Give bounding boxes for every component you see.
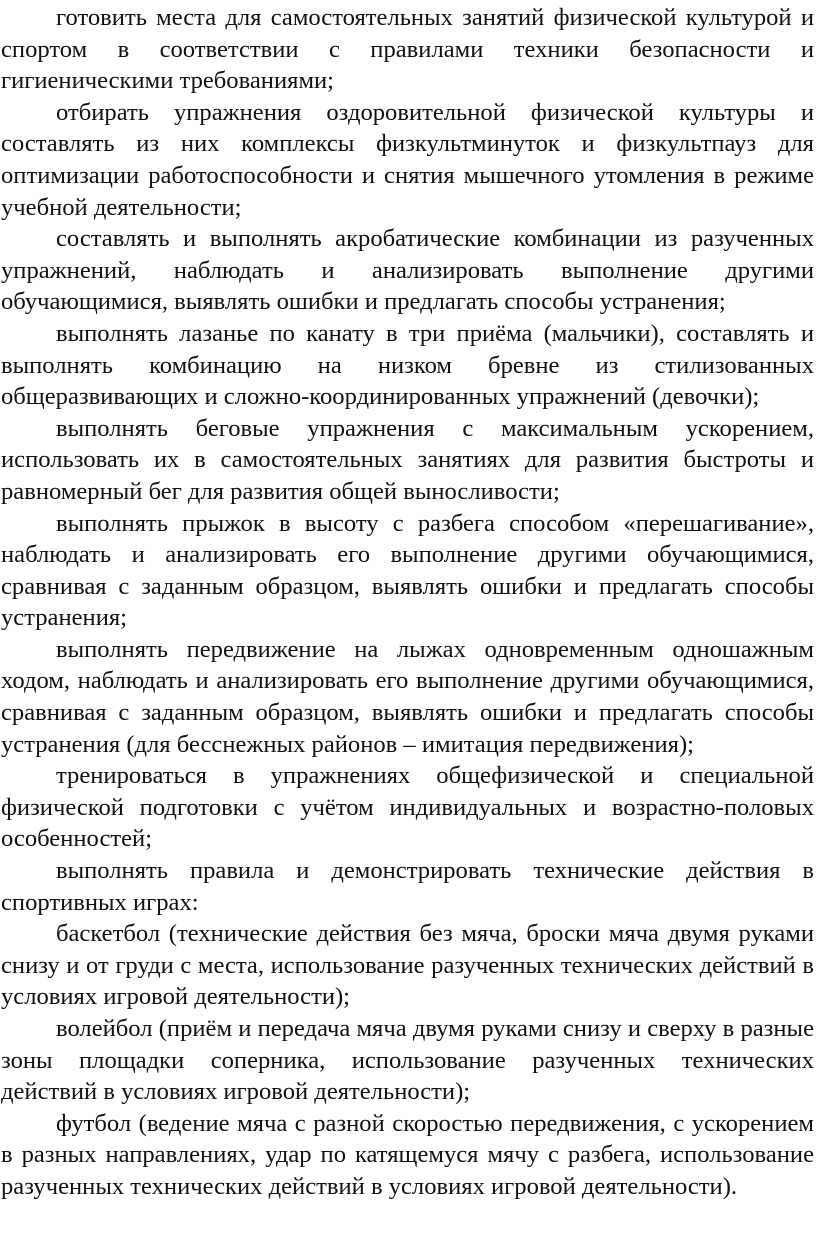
paragraph-10: баскетбол (технические действия без мяча, броски мяча двумя руками снизу и от груди с места, использование разученных технических действий в условиях игровой деятельности); bbox=[1, 920, 814, 1011]
paragraph-2: отбирать упражнения оздоровительной физической культуры и составлять из них комплексы физкультминуток и физкультпауз для оптимизации работоспособности и снятия мышечного утомления в режиме учебной деятельности; bbox=[1, 98, 814, 221]
paragraph-9: выполнять правила и демонстрировать технические действия в спортивных играх: bbox=[1, 857, 814, 916]
paragraph-3: составлять и выполнять акробатические комбинации из разученных упражнений, наблюдать и анализировать выполнение другими обучающимися, выявлять ошибки и предлагать способы устранения; bbox=[1, 225, 814, 316]
document-page bbox=[0, 2, 816, 1203]
paragraph-11: волейбол (приём и передача мяча двумя руками снизу и сверху в разные зоны площадки соперника, использование разученных технических действий в условиях игровой деятельности); bbox=[1, 1015, 814, 1106]
paragraph-12: футбол (ведение мяча с разной скоростью передвижения, с ускорением в разных направлениях, удар по катящемуся мячу с разбега, использование разученных технических действий в условиях игровой деятельности). bbox=[1, 1109, 814, 1200]
paragraph-8: тренироваться в упражнениях общефизической и специальной физической подготовки с учётом индивидуальных и возрастно-половых особенностей; bbox=[1, 762, 814, 853]
paragraph-5: выполнять беговые упражнения с максимальным ускорением, использовать их в самостоятельных занятиях для развития быстроты и равномерный бег для развития общей выносливости; bbox=[1, 414, 814, 505]
paragraph-7: выполнять передвижение на лыжах одновременным одношажным ходом, наблюдать и анализировать его выполнение другими обучающимися, сравнивая с заданным образцом, выявлять ошибки и предлагать способы устранения (для бесснежных районов – имитация передвижения); bbox=[1, 635, 814, 758]
paragraph-1: готовить места для самостоятельных занятий физической культурой и спортом в соответствии с правилами техники безопасности и гигиеническими требованиями; bbox=[1, 4, 814, 95]
paragraph-4: выполнять лазанье по канату в три приёма (мальчики), составлять и выполнять комбинацию на низком бревне из стилизованных общеразвивающих и сложно-координированных упражнений (девочки); bbox=[1, 319, 814, 411]
paragraph-6: выполнять прыжок в высоту с разбега способом «перешагивание», наблюдать и анализировать его выполнение другими обучающимися, сравнивая с заданным образцом, выявлять ошибки и предлагать способы устранения; bbox=[1, 509, 814, 632]
